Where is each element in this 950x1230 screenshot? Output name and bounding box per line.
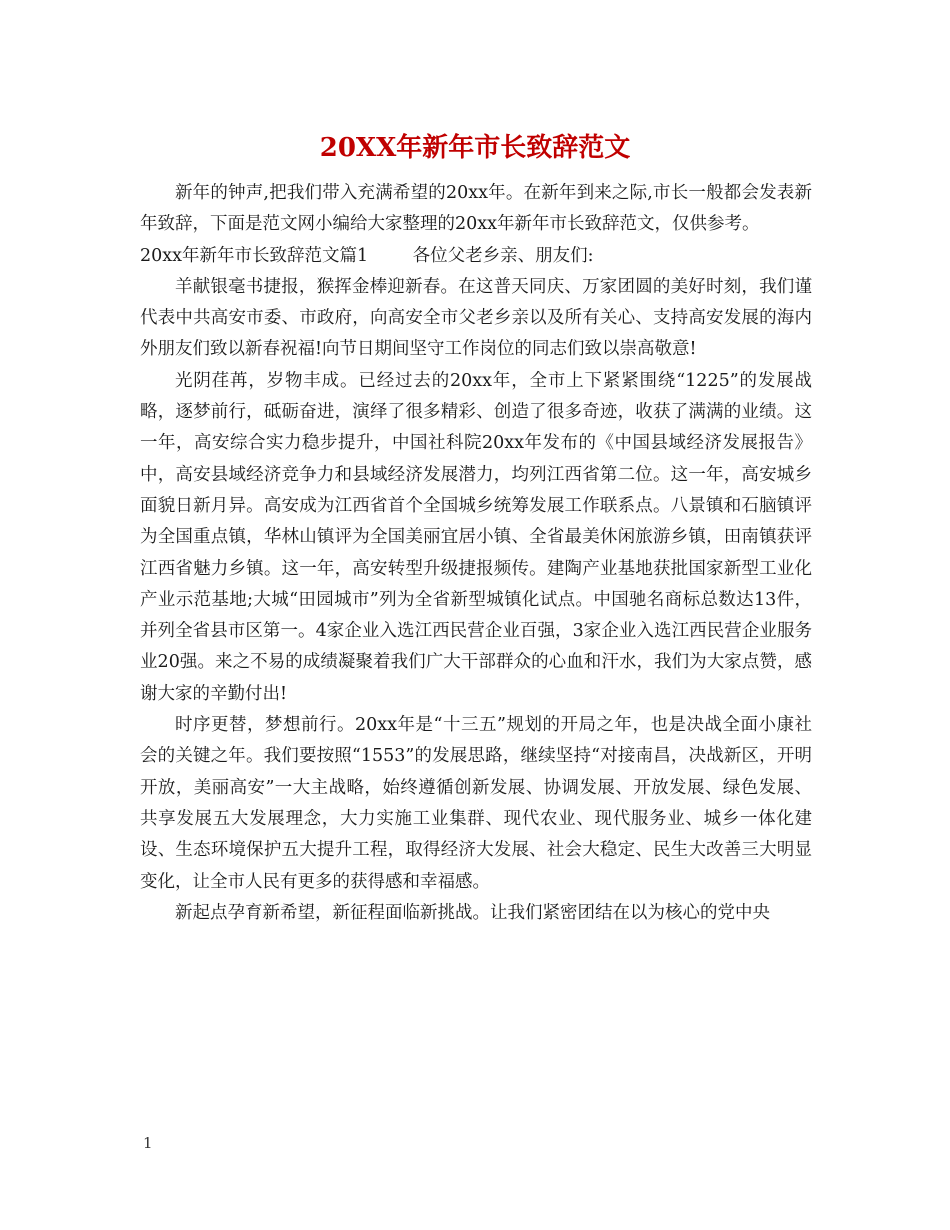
salutation: 各位父老乡亲、朋友们: bbox=[412, 245, 594, 266]
page-number: 1 bbox=[143, 1134, 153, 1152]
body-paragraph-4: 新起点孕育新希望，新征程面临新挑战。让我们紧密团结在以为核心的党中央 bbox=[175, 902, 770, 923]
body-paragraph-1: 羊献银毫书捷报，猴挥金棒迎新春。在这普天同庆、万家团圆的美好时刻，我们谨代表中共高安市委、市政府，向高安全市父老乡亲以及所有关心、支持高安发展的海内外朋友们致以新春祝福!向节日期间坚守工作岗位的同志们致以崇高敬意! bbox=[140, 276, 812, 360]
document-body bbox=[140, 178, 812, 929]
section-heading: 20xx年新年市长致辞范文篇1 bbox=[140, 245, 369, 266]
body-paragraph-2: 光阴荏苒，岁物丰成。已经过去的20xx年，全市上下紧紧围绕“1225”的发展战略，逐梦前行，砥砺奋进，演绎了很多精彩、创造了很多奇迹，收获了满满的业绩。这一年，高安综合实力稳步提升，中国社科院20xx年发布的《中国县域经济发展报告》中，高安县域经济竞争力和县域经济发展潜力，均列江西省第二位。这一年，高安城乡面貌日新月异。高安成为江西省首个全国城乡统筹发展工作联系点。八景镇和石脑镇评为全国重点镇，华林山镇评为全国美丽宜居小镇、全省最美休闲旅游乡镇，田南镇获评江西省魅力乡镇。这一年，高安转型升级捷报频传。建陶产业基地获批国家新型工业化产业示范基地;大城“田园城市”列为全省新型城镇化试点。中国驰名商标总数达13件，并列全省县市区第一。4家企业入选江西民营企业百强，3家企业入选江西民营企业服务业20强。来之不易的成绩凝聚着我们广大干部群众的心血和汗水，我们为大家点赞，感谢大家的辛勤付出! bbox=[140, 370, 812, 704]
document-title: 20XX年新年市长致辞范文 bbox=[319, 133, 631, 163]
body-paragraph-3: 时序更替，梦想前行。20xx年是“十三五”规划的开局之年，也是决战全面小康社会的关键之年。我们要按照“1553”的发展思路，继续坚持“对接南昌，决战新区，开明开放，美丽高安”一大主战略，始终遵循创新发展、协调发展、开放发展、绿色发展、共享发展五大发展理念，大力实施工业集群、现代农业、现代服务业、城乡一体化建设、生态环境保护五大提升工程，取得经济大发展、社会大稳定、民生大改善三大明显变化，让全市人民有更多的获得感和幸福感。 bbox=[140, 715, 812, 892]
intro-paragraph: 新年的钟声,把我们带入充满希望的20xx年。在新年到来之际,市长一般都会发表新年致辞，下面是范文网小编给大家整理的20xx年新年市长致辞范文，仅供参考。 bbox=[140, 183, 812, 235]
section-heading-line bbox=[140, 241, 812, 272]
